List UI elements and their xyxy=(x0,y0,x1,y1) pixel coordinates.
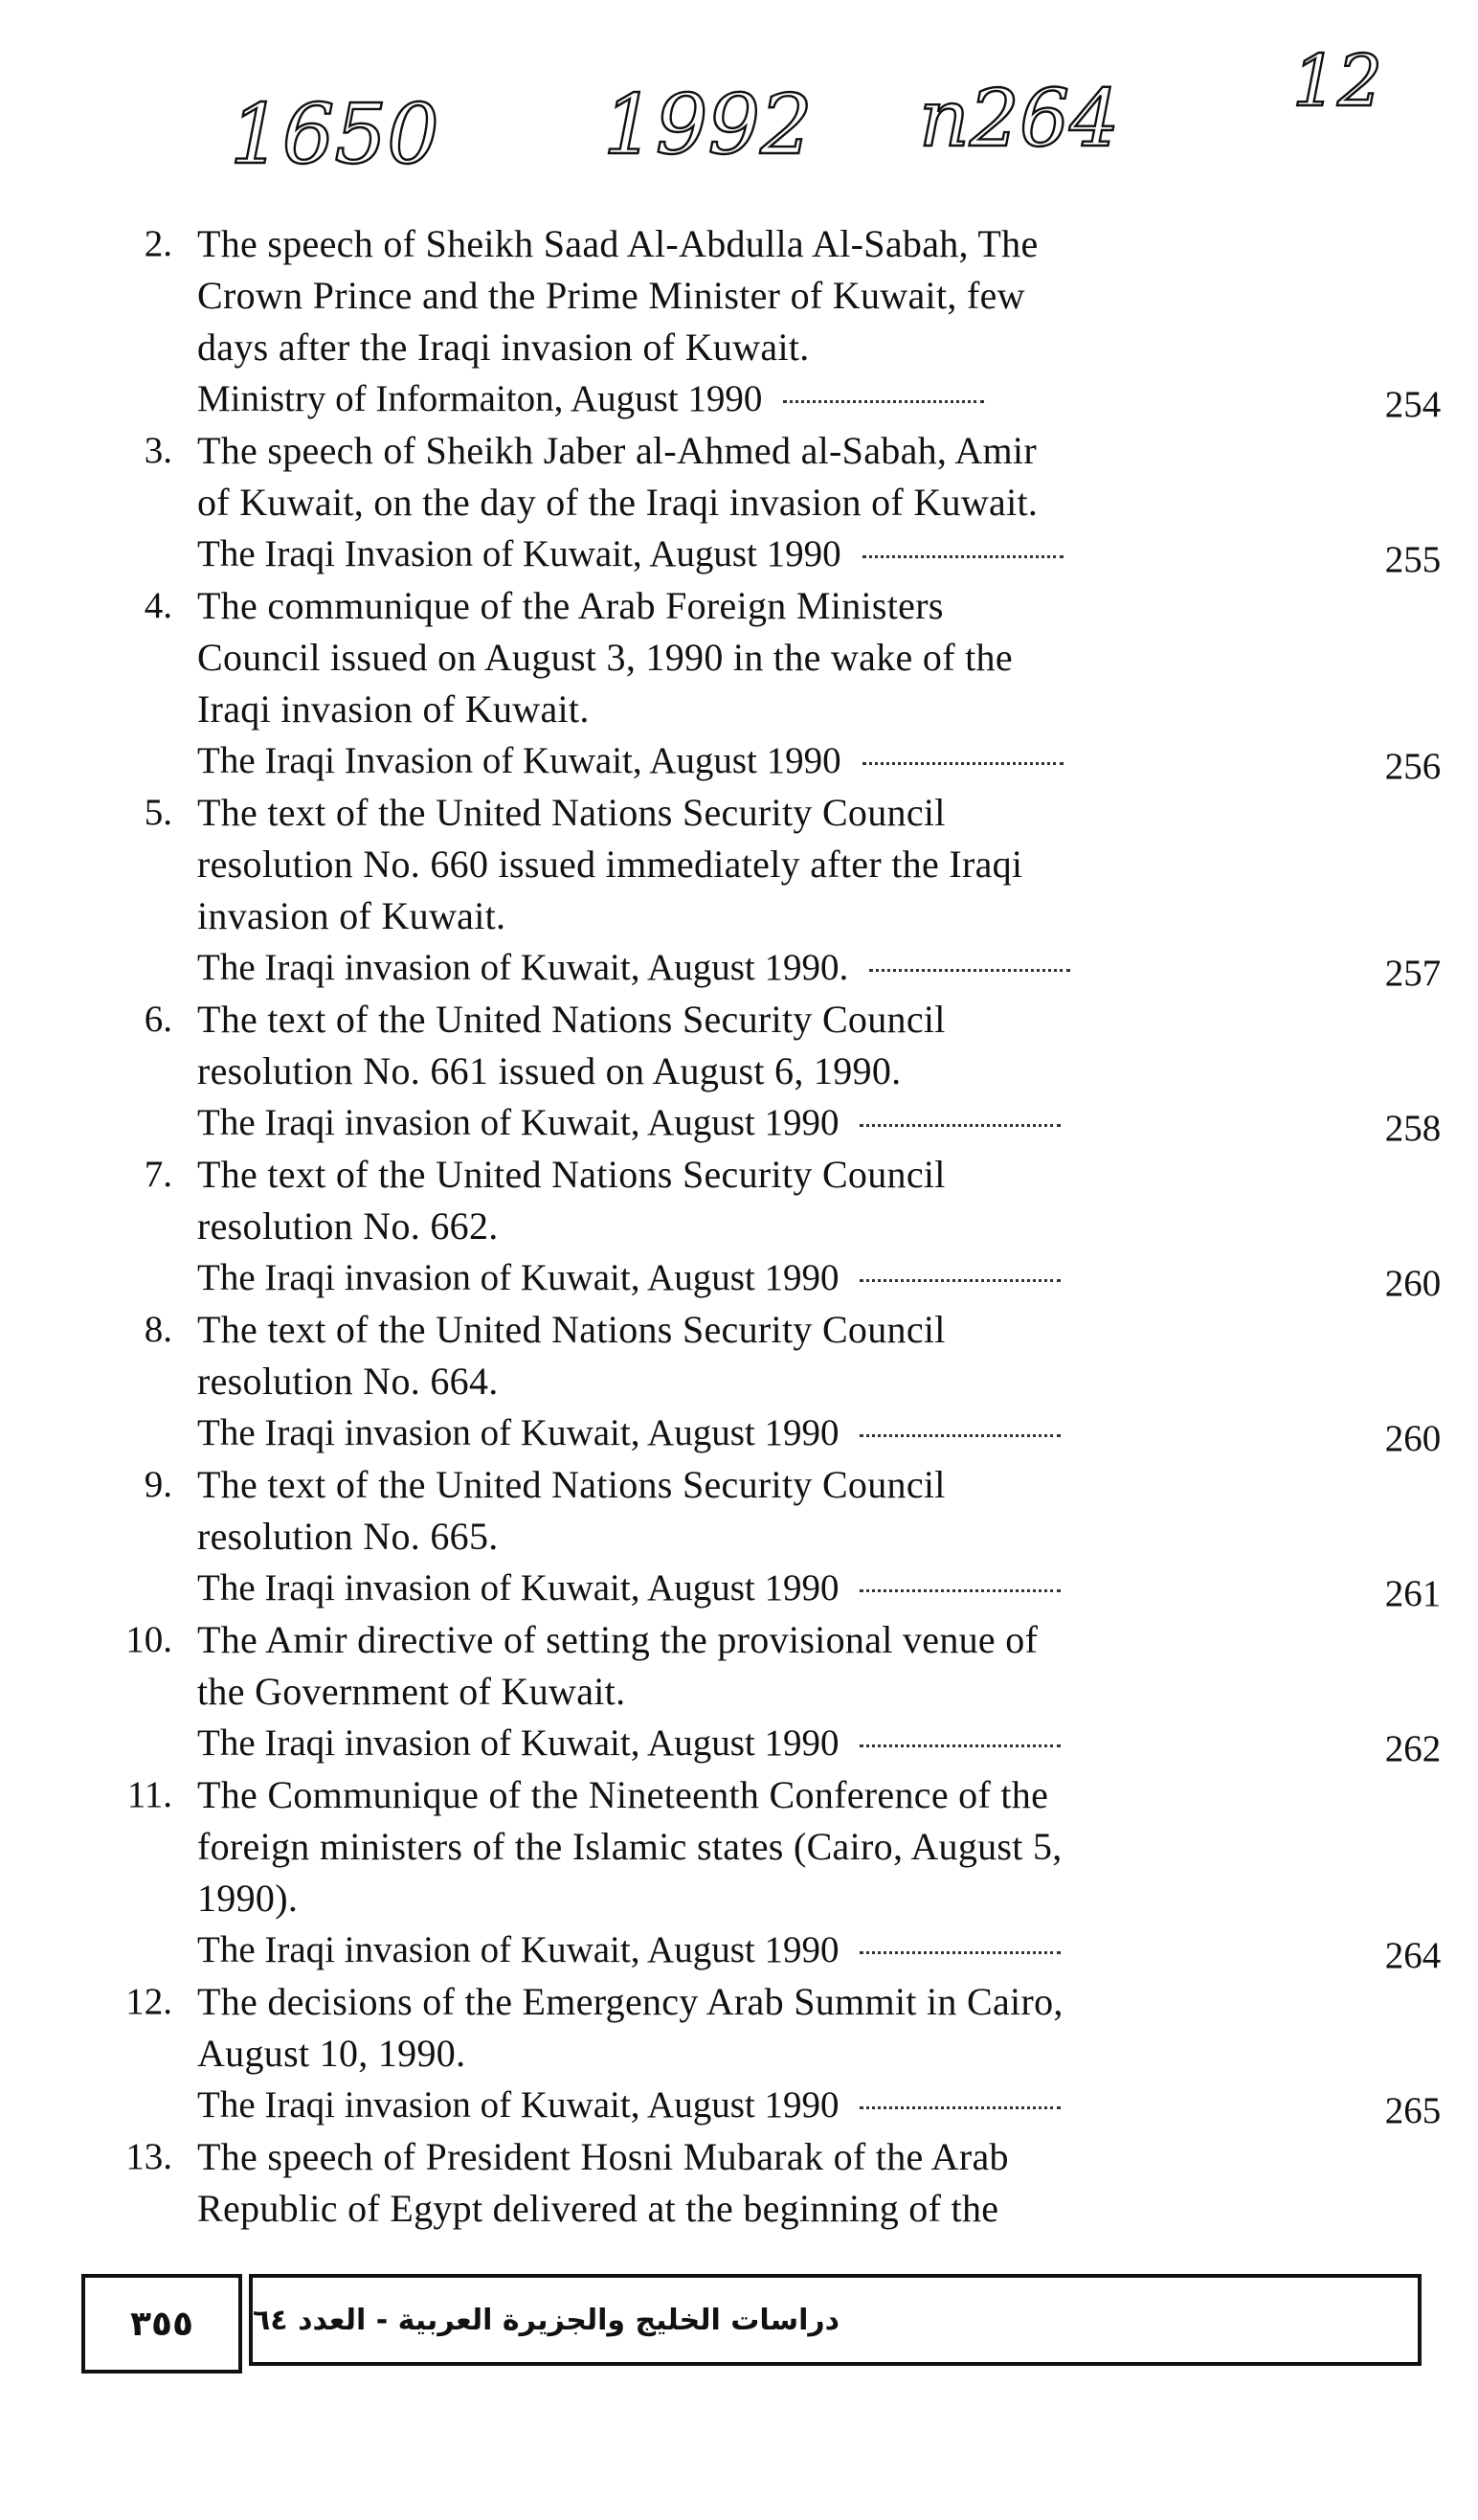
entry-source: Ministry of Informaiton, August 1990 xyxy=(197,378,763,419)
toc-entry xyxy=(77,994,1442,1149)
toc-entry xyxy=(77,1149,1442,1304)
entry-page-number: 264 xyxy=(1384,1935,1442,1976)
entry-description-line: resolution No. 662. xyxy=(197,1204,499,1248)
entry-source: The Iraqi Invasion of Kuwait, August 1990 xyxy=(197,740,841,781)
entry-description-line: The text of the United Nations Security Council xyxy=(197,1153,946,1196)
entry-page-number: 260 xyxy=(1384,1418,1442,1459)
entry-source-row xyxy=(197,1924,1442,1976)
toc-entry xyxy=(77,580,1442,787)
entry-source: The Iraqi Invasion of Kuwait, August 1990 xyxy=(197,533,841,574)
entry-source-row xyxy=(197,529,1442,580)
dot-leader xyxy=(862,555,1064,558)
entry-page-number: 258 xyxy=(1384,1108,1442,1149)
footer-page-number: ٣٥٥ xyxy=(81,2274,242,2374)
toc-entry xyxy=(77,1304,1442,1459)
dot-leader xyxy=(860,1434,1061,1437)
entry-description-line: August 10, 1990. xyxy=(197,2032,466,2075)
entry-description-line: The communique of the Arab Foreign Ministers xyxy=(197,584,944,627)
dot-leader xyxy=(860,1744,1061,1747)
handwritten-ref-1650: 1650 xyxy=(230,87,439,183)
entry-page-number: 261 xyxy=(1384,1573,1442,1614)
entry-description-line: The speech of Sheikh Saad Al-Abdulla Al-Sabah, The xyxy=(197,222,1039,265)
entry-number: 9. xyxy=(144,1464,172,1505)
entry-source: The Iraqi invasion of Kuwait, August 1990. xyxy=(197,947,849,988)
entry-description-line: 1990). xyxy=(197,1877,299,1920)
entry-source: The Iraqi invasion of Kuwait, August 1990 xyxy=(197,1257,840,1298)
toc-entry xyxy=(77,1976,1442,2131)
entry-description-line: The Communique of the Nineteenth Conference of the xyxy=(197,1773,1049,1816)
entry-source-row xyxy=(197,1563,1442,1614)
entry-description-line: The text of the United Nations Security Council xyxy=(197,791,946,834)
handwritten-ref-1992: 1992 xyxy=(603,78,813,173)
entry-description-line: Council issued on August 3, 1990 in the wake of the xyxy=(197,636,1013,679)
toc-entry xyxy=(77,425,1442,580)
entry-source-row xyxy=(197,1718,1442,1769)
entry-number: 4. xyxy=(144,585,172,626)
toc-entry xyxy=(77,1614,1442,1769)
entry-description-line: The decisions of the Emergency Arab Summit in Cairo, xyxy=(197,1980,1064,2023)
entry-description-line: The text of the United Nations Security Council xyxy=(197,1463,946,1506)
dot-leader xyxy=(862,762,1064,765)
handwritten-annotation xyxy=(220,38,1465,201)
entry-number: 8. xyxy=(144,1309,172,1350)
entry-number: 2. xyxy=(144,223,172,264)
entry-number: 13. xyxy=(125,2136,172,2177)
entry-source: The Iraqi invasion of Kuwait, August 1990 xyxy=(197,2084,840,2126)
entry-description-line: the Government of Kuwait. xyxy=(197,1670,626,1713)
entry-source: The Iraqi invasion of Kuwait, August 1990 xyxy=(197,1567,840,1609)
entry-source-row xyxy=(197,2080,1442,2131)
dot-leader xyxy=(860,2106,1061,2109)
entry-description-line: The Amir directive of setting the provisional venue of xyxy=(197,1618,1039,1661)
dot-leader xyxy=(869,969,1070,972)
entry-source-row xyxy=(197,735,1442,787)
entry-number: 6. xyxy=(144,999,172,1040)
entry-description-line: The speech of Sheikh Jaber al-Ahmed al-Sabah, Amir xyxy=(197,429,1037,472)
toc-entry xyxy=(77,2131,1340,2235)
dot-leader xyxy=(783,400,984,403)
entry-description-line: resolution No. 665. xyxy=(197,1515,499,1558)
dot-leader xyxy=(860,1279,1061,1282)
entry-page-number: 262 xyxy=(1384,1728,1442,1769)
entry-page-number: 260 xyxy=(1384,1263,1442,1304)
entry-number: 11. xyxy=(126,1774,172,1815)
entry-page-number: 254 xyxy=(1384,384,1442,425)
entry-source: The Iraqi invasion of Kuwait, August 1990 xyxy=(197,1102,840,1143)
table-of-contents xyxy=(77,218,1442,2235)
footer-journal-title: دراسات الخليج والجزيرة العربية - العدد ٦٤ xyxy=(249,2274,1422,2366)
dot-leader xyxy=(860,1589,1061,1592)
entry-source-row xyxy=(197,1407,1442,1459)
entry-description-line: resolution No. 664. xyxy=(197,1360,499,1403)
toc-entry xyxy=(77,1459,1442,1614)
entry-description-line: resolution No. 661 issued on August 6, 1990. xyxy=(197,1049,902,1092)
entry-number: 7. xyxy=(144,1154,172,1195)
entry-description-line: The text of the United Nations Security Council xyxy=(197,1308,946,1351)
entry-source-row xyxy=(197,373,1442,425)
entry-page-number: 255 xyxy=(1384,539,1442,580)
toc-entry xyxy=(77,1769,1442,1976)
entry-description-line: Crown Prince and the Prime Minister of Kuwait, few xyxy=(197,274,1025,317)
entry-description-line: of Kuwait, on the day of the Iraqi invasion of Kuwait. xyxy=(197,481,1039,524)
entry-description-line: invasion of Kuwait. xyxy=(197,894,506,937)
entry-number: 12. xyxy=(125,1981,172,2022)
entry-source: The Iraqi invasion of Kuwait, August 1990 xyxy=(197,1722,840,1764)
handwritten-corner-mark: 12 xyxy=(1292,40,1383,123)
dot-leader xyxy=(860,1124,1061,1127)
entry-number: 10. xyxy=(125,1619,172,1660)
entry-description-line: The text of the United Nations Security Council xyxy=(197,998,946,1041)
entry-description-line: The speech of President Hosni Mubarak of the Arab xyxy=(197,2135,1009,2178)
entry-description-line: resolution No. 660 issued immediately after the Iraqi xyxy=(197,843,1023,886)
entry-number: 5. xyxy=(144,792,172,833)
entry-source-row xyxy=(197,942,1442,994)
entry-description-line: foreign ministers of the Islamic states (Cairo, August 5, xyxy=(197,1825,1063,1868)
entry-description-line: days after the Iraqi invasion of Kuwait. xyxy=(197,326,810,369)
entry-source: The Iraqi invasion of Kuwait, August 1990 xyxy=(197,1929,840,1970)
entry-page-number: 256 xyxy=(1384,746,1442,787)
dot-leader xyxy=(860,1951,1061,1954)
entry-number: 3. xyxy=(144,430,172,471)
handwritten-ref-issue: n264 xyxy=(919,74,1120,165)
toc-entry xyxy=(77,218,1442,425)
entry-source-row xyxy=(197,1252,1442,1304)
entry-source: The Iraqi invasion of Kuwait, August 1990 xyxy=(197,1412,840,1453)
entry-description-line: Republic of Egypt delivered at the beginning of the xyxy=(197,2187,999,2230)
entry-page-number: 265 xyxy=(1384,2090,1442,2131)
toc-entry xyxy=(77,787,1442,994)
page-footer xyxy=(81,2274,1431,2370)
entry-source-row xyxy=(197,1097,1442,1149)
entry-page-number: 257 xyxy=(1384,953,1442,994)
entry-description-line: Iraqi invasion of Kuwait. xyxy=(197,687,590,731)
